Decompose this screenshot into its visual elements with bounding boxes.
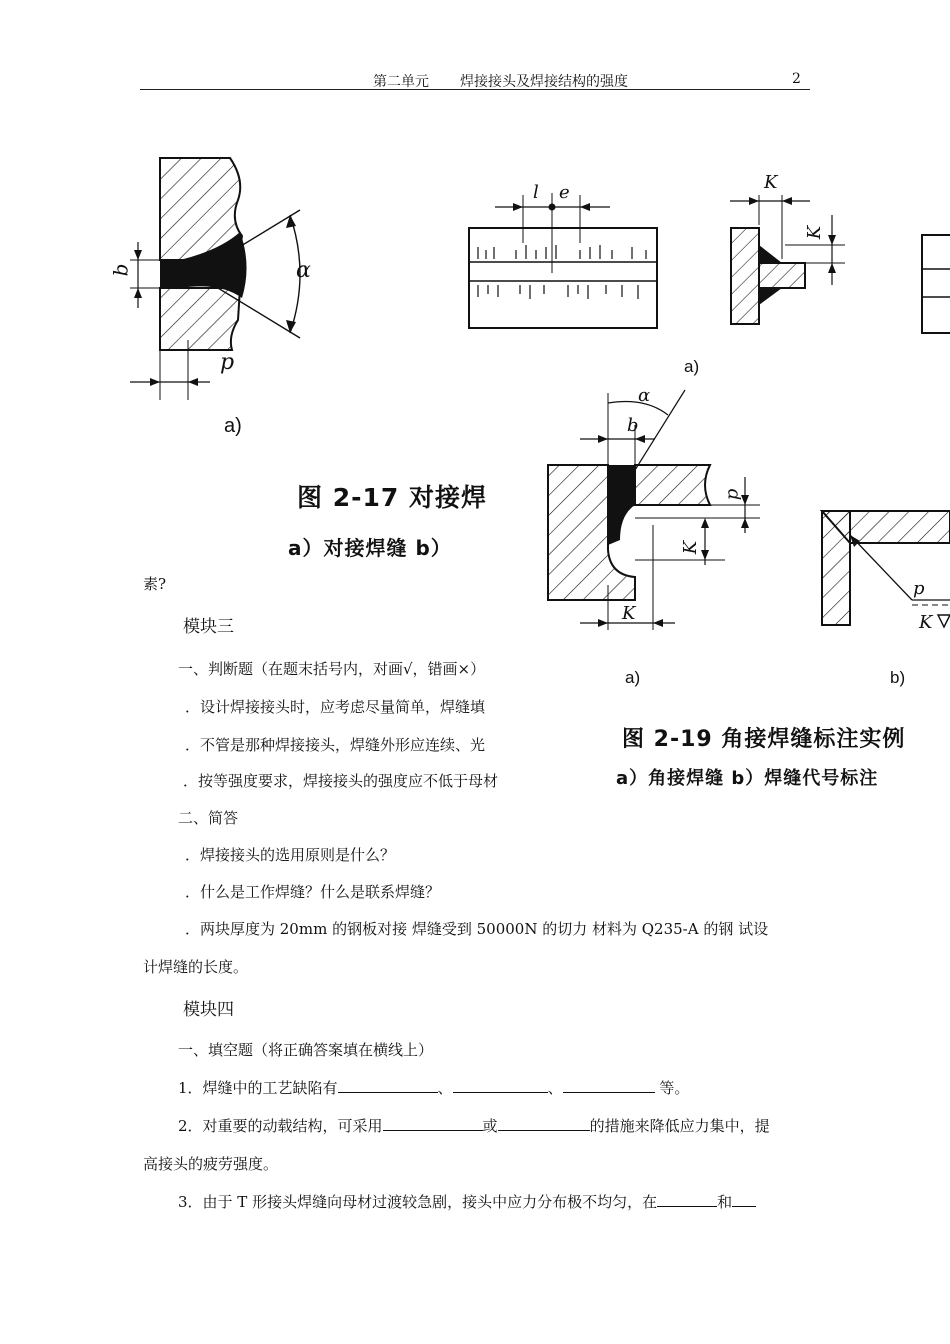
fig19-dim-p2: p — [913, 578, 925, 599]
fig17-caption-title: 图 2-17 对接焊 — [297, 483, 487, 512]
fig19-dim-b: b — [627, 415, 639, 436]
dim-b: b — [108, 263, 133, 277]
fill-q2-line2: 高接头的疲劳强度。 — [143, 1155, 279, 1173]
fig19-dim-p: p — [721, 488, 743, 501]
fill-q1-sep2: 、 — [547, 1079, 563, 1097]
fig17-caption-sub: a）对接焊缝 b） — [288, 536, 452, 560]
dim-l: l — [533, 182, 539, 203]
text-fragment: 素? — [143, 575, 167, 593]
fill-q2 — [178, 1115, 770, 1136]
fig18-sub-label: a) — [684, 357, 700, 376]
header-title: 焊接接头及焊接结构的强度 — [460, 74, 628, 90]
fig19-label-b: b) — [890, 668, 906, 687]
module-three-title: 模块三 — [183, 617, 234, 637]
fig19-dim-alpha: α — [638, 385, 651, 406]
fig19-dim-k3: K — [919, 612, 933, 633]
fill-q1-text: 1．焊缝中的工艺缺陷有 — [178, 1079, 338, 1097]
dim-k1: K — [764, 172, 778, 193]
short-q3-line1: ．两块厚度为 20mm 的钢板对接 焊缝受到 50000N 的切力 材料为 Q235-A 的钢 试设 — [185, 920, 769, 938]
fill-q1-sep1: 、 — [437, 1079, 453, 1097]
fig19-dim-k2: K — [622, 603, 636, 624]
fill-q2-end: 的措施来降低应力集中，提 — [589, 1117, 770, 1135]
dim-p: p — [220, 350, 235, 375]
judge-q1: ．设计焊接接头时，应考虑尽量简单，焊缝填 — [185, 698, 486, 716]
figure-2-19-drawing — [540, 385, 950, 645]
fill-heading: 一、填空题（将正确答案填在横线上） — [178, 1041, 434, 1059]
fill-q1-blank-1[interactable] — [338, 1078, 438, 1093]
fill-q1-blank-2[interactable] — [453, 1078, 548, 1093]
fig17-sub-label: a) — [224, 415, 242, 437]
fig19-label-a: a) — [625, 668, 641, 687]
fig19-caption-title: 图 2-19 角接焊缝标注实例 — [622, 727, 906, 752]
fill-q2-or: 或 — [482, 1117, 498, 1135]
fill-q3-blank-1[interactable] — [657, 1192, 717, 1207]
judge-q3: ．按等强度要求，焊接接头的强度应不低于母材 — [183, 772, 499, 790]
dim-alpha: α — [296, 258, 311, 283]
fill-q3-and: 和 — [717, 1193, 733, 1211]
fig19-dim-k1: K — [680, 540, 702, 555]
fill-q3-blank-2[interactable] — [732, 1192, 756, 1207]
fig19-caption-sub: a）角接焊缝 b）焊缝代号标注 — [616, 768, 879, 789]
fill-q2-blank-2[interactable] — [498, 1116, 590, 1131]
fill-q2-blank-1[interactable] — [383, 1116, 483, 1131]
header-rule — [140, 89, 810, 90]
header-unit: 第二单元 — [373, 74, 429, 90]
dim-k2: K — [804, 225, 826, 240]
short-q1: ．焊接接头的选用原则是什么？ — [185, 846, 396, 864]
short-answer-heading: 二、简答 — [178, 809, 239, 827]
figure-2-17-drawing — [110, 150, 310, 410]
fill-q2-text: 2．对重要的动载结构，可采用 — [178, 1117, 383, 1135]
judge-heading: 一、判断题（在题末括号内，对画√，错画×） — [178, 660, 486, 678]
judge-q2: ．不管是那种焊接接头，焊缝外形应连续、光 — [185, 736, 486, 754]
module-four-title: 模块四 — [183, 1000, 234, 1020]
fill-q1-end: 等。 — [654, 1079, 690, 1097]
fill-q1-blank-3[interactable] — [563, 1078, 655, 1093]
short-q2: ．什么是工作焊缝？什么是联系焊缝？ — [185, 883, 441, 901]
page-number: 2 — [792, 71, 801, 87]
fill-q3-text: 3．由于 T 形接头焊缝向母材过渡较急剧，接头中应力分布极不均匀，在 — [178, 1193, 658, 1211]
dim-e: e — [559, 182, 570, 203]
short-q3-line2: 计焊缝的长度。 — [143, 958, 249, 976]
fill-q3 — [178, 1191, 756, 1212]
fill-q1 — [178, 1077, 689, 1098]
clipped-text-block — [150, 655, 533, 795]
